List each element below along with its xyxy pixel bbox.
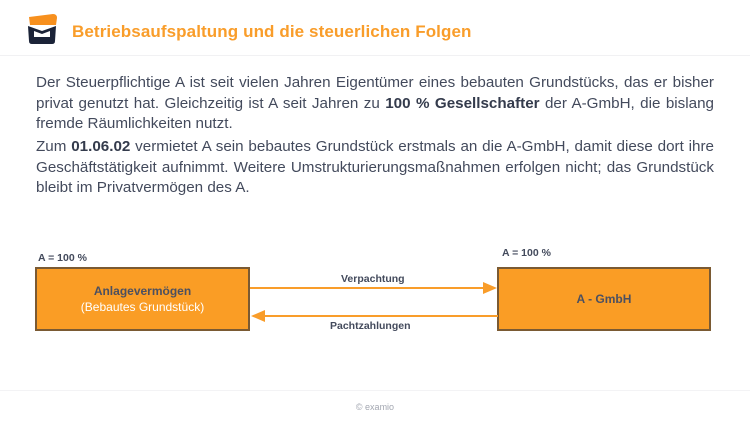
box-subtitle: (Bebautes Grundstück)	[80, 300, 205, 314]
owner-label-left: A = 100 %	[38, 252, 87, 264]
box-anlagevermoegen	[35, 267, 250, 331]
paragraph-situation	[36, 73, 714, 135]
owner-label-right: A = 100 %	[502, 247, 551, 259]
box-gmbh	[497, 267, 711, 331]
footer-divider	[0, 390, 750, 391]
text-segment: der A-GmbH, die bislang fremde Räumlichkeiten nutzt.	[36, 94, 714, 132]
header	[0, 0, 750, 56]
text-segment: Zum	[36, 138, 72, 155]
text-segment-bold: 100 % Gesellschafter	[385, 94, 540, 112]
arrow-label-verpachtung: Verpachtung	[341, 273, 405, 285]
box-title: A - GmbH	[576, 292, 632, 306]
footer-copyright: © examio	[355, 402, 395, 412]
paragraph-event	[36, 137, 714, 199]
text-segment: Der Steuerpflichtige A ist seit vielen Jahren Eigentümer eines bebauten Grundstücks, das er bisher privat genutzt hat. Gleichzeitig ist A seit Jahren zu	[36, 74, 714, 112]
examio-logo-icon	[25, 13, 59, 47]
arrow-label-pachtzahlungen: Pachtzahlungen	[330, 320, 411, 332]
page-title: Betriebsaufspaltung und die steuerlichen Folgen	[72, 22, 472, 41]
box-title: Anlagevermögen	[93, 284, 192, 298]
text-segment-bold: 01.06.02	[71, 138, 131, 155]
text-segment: vermietet A sein bebautes Grundstück erstmals an die A-GmbH, damit diese dort ihre Geschäftstätigkeit aufnimmt. Weitere Umstrukturierungsmaßnahmen erfolgen nicht; das Grundstück bleibt im Privatvermögen des A.	[36, 138, 714, 196]
